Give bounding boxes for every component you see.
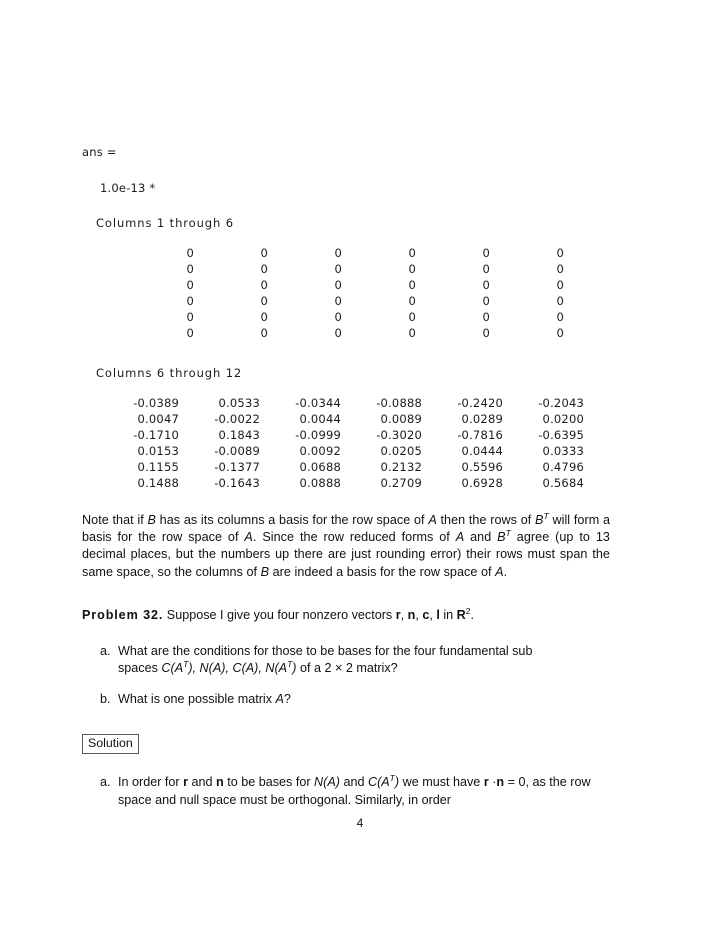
note-seg-2: has as its columns a basis for the row space of <box>155 513 429 527</box>
note-var-b-2: B <box>535 513 544 527</box>
sol-seg-4: and <box>339 775 368 790</box>
solution-badge: Solution <box>82 734 139 754</box>
matrix-cell: 0 <box>482 246 490 260</box>
matrix-cell: -0.0389 <box>133 396 179 410</box>
matrix-cell: 0 <box>408 326 416 340</box>
problem-comma-2: , <box>415 607 423 622</box>
sol-seg-7: = 0, as the row space and null space must be orthogonal. Similarly, in order <box>118 775 591 807</box>
spacer <box>82 754 610 774</box>
matrix-cell: 0 <box>260 262 268 276</box>
ans-label: ans = <box>82 145 117 159</box>
list-item <box>82 643 610 678</box>
matrix-cell: 0 <box>334 262 342 276</box>
problem-text-a: Suppose I give you four nonzero vectors <box>163 607 396 622</box>
problem-comma-3: , <box>429 607 437 622</box>
space-c-a: C <box>232 661 242 676</box>
matrix-cell: 0.2132 <box>380 460 422 474</box>
field-r-symbol: R <box>456 607 466 622</box>
matrix-cell: 0.6928 <box>461 476 503 490</box>
matrix-cell: 0 <box>556 246 564 260</box>
space-n-a: N <box>199 661 209 676</box>
space-c-end: ) <box>394 775 400 790</box>
sol-seg-3: to be bases for <box>223 775 315 790</box>
spacer <box>82 491 610 512</box>
matrix-cell: -0.2043 <box>538 396 584 410</box>
note-paragraph <box>82 512 610 581</box>
matrix-cell: 0 <box>186 278 194 292</box>
matrix-cell: 0 <box>260 278 268 292</box>
vector-c: c <box>422 607 430 622</box>
matrix-cell: -0.0089 <box>214 444 260 458</box>
note-seg-3: then the rows of <box>436 513 536 527</box>
table-row <box>120 261 564 277</box>
matrix-cell: 0 <box>334 326 342 340</box>
spacer <box>82 624 610 643</box>
sol-seg-6: · <box>488 775 497 790</box>
list-item-marker: b. <box>100 691 111 706</box>
matrix-cell: 0 <box>408 278 416 292</box>
matrix-cell: -0.3020 <box>376 428 422 442</box>
matrix-cell: 0 <box>260 246 268 260</box>
matrix-cell: 0.0888 <box>299 476 341 490</box>
matrix-cell: 0.0688 <box>299 460 341 474</box>
superscript-t-2: T <box>287 659 293 670</box>
note-seg-6: and <box>464 530 498 545</box>
vector-n: n <box>407 607 416 622</box>
spacer <box>82 708 610 734</box>
matrix-cell: 0 <box>260 326 268 340</box>
vector-r: r <box>183 775 189 790</box>
matrix-cell: 0.0044 <box>299 412 341 426</box>
note-var-a-2: A <box>244 530 253 545</box>
space-c-row-arg: (A <box>170 661 184 676</box>
matrix-cell: 0.1488 <box>137 476 179 490</box>
vector-r: r <box>395 607 401 622</box>
item-b-postfix: ? <box>283 691 291 706</box>
matrix-cell: 0.2709 <box>380 476 422 490</box>
superscript-t: T <box>389 773 395 784</box>
line2-prefix: spaces <box>118 661 162 676</box>
note-var-b-4: B <box>260 564 270 579</box>
sol-seg-5: we must have <box>399 775 484 790</box>
matrix-cell: 0.5684 <box>542 476 584 490</box>
space-n-at-end: ) <box>292 661 300 676</box>
space-n-arg: (A) <box>323 775 340 790</box>
table-row <box>98 475 584 491</box>
table-row <box>98 395 584 411</box>
matrix-cell: 0 <box>556 294 564 308</box>
matrix-cell: 0.1155 <box>137 460 179 474</box>
note-seg-9: . <box>503 564 508 579</box>
note-seg-5: . Since the row reduced forms of <box>252 530 456 545</box>
matrix-cell: 0.0533 <box>218 396 260 410</box>
columns-header-second: Columns 6 through 12 <box>96 366 243 380</box>
table-row <box>120 293 564 309</box>
matrix-cell: 0.4796 <box>542 460 584 474</box>
matrix-cell: 0.0200 <box>542 412 584 426</box>
matrix-cell: 0.0289 <box>461 412 503 426</box>
matrix-cell: 0.1843 <box>218 428 260 442</box>
space-n-symbol: N <box>314 775 324 790</box>
matrix-cell: 0 <box>482 326 490 340</box>
vector-l: l <box>436 607 440 622</box>
table-row <box>98 443 584 459</box>
note-superscript-t-1: T <box>543 510 549 521</box>
matrix-cell: 0 <box>482 294 490 308</box>
matrix-cell: 0 <box>334 246 342 260</box>
list-item-marker: a. <box>100 644 111 659</box>
spacer <box>82 581 610 607</box>
numeric-matrix-table <box>98 395 584 491</box>
list-item-line-1 <box>118 691 610 708</box>
item-b-prefix: What is one possible matrix <box>118 691 276 706</box>
matrix-cell: 0 <box>556 326 564 340</box>
table-row <box>120 325 564 341</box>
note-var-a-4: A <box>495 564 504 579</box>
note-text <box>82 512 610 581</box>
matrix-cell: 0 <box>334 294 342 308</box>
list-item-marker: a. <box>100 775 111 790</box>
sol-seg-2: and <box>188 775 217 790</box>
matrix-cell: 0.0047 <box>137 412 179 426</box>
matrix-cell: 0 <box>482 310 490 324</box>
matrix-cell: 0 <box>408 310 416 324</box>
matrix-cell: 0.0092 <box>299 444 341 458</box>
matrix-cell: 0 <box>334 310 342 324</box>
matrix-cell: 0 <box>186 246 194 260</box>
problem-comma-1: , <box>400 607 408 622</box>
matrix-cell: 0 <box>260 294 268 308</box>
table-row <box>120 277 564 293</box>
line2-postfix: of a 2 × 2 matrix? <box>300 661 398 676</box>
vector-n-2: n <box>496 775 505 790</box>
matrix-cell: -0.1643 <box>214 476 260 490</box>
matrix-cell: 0.5596 <box>461 460 503 474</box>
problem-label: Problem 32. <box>82 607 164 622</box>
matrix-cell: -0.6395 <box>538 428 584 442</box>
list-item-line-2 <box>118 660 610 677</box>
matrix-cell: 0 <box>556 262 564 276</box>
space-c-row-end: ), <box>188 661 200 676</box>
zeros-matrix-body <box>120 245 564 341</box>
superscript-t: T <box>183 659 189 670</box>
matrix-cell: 0 <box>334 278 342 292</box>
matrix-cell: 0 <box>186 262 194 276</box>
problem-text-b: in <box>439 607 457 622</box>
vector-r-2: r <box>483 775 489 790</box>
matrix-cell: 0.0444 <box>461 444 503 458</box>
note-var-b-3: B <box>497 530 506 545</box>
matrix-cell: 0 <box>482 278 490 292</box>
solution-label-container <box>82 734 610 754</box>
scale-factor-label: 1.0e-13 * <box>100 181 156 195</box>
note-seg-7: agree (up to 13 decimal places, but the numbers up there are just rounding error) their rows must span the same space, so the columns of <box>82 530 610 579</box>
list-item <box>82 691 610 708</box>
note-seg-4: will form a basis for the row space of <box>82 513 610 545</box>
matrix-cell: 0 <box>408 246 416 260</box>
space-n-at-arg: (A <box>274 661 288 676</box>
matrix-cell: -0.7816 <box>457 428 503 442</box>
page-content <box>82 144 610 809</box>
matrix-cell: 0.0333 <box>542 444 584 458</box>
matrix-cell: -0.0022 <box>214 412 260 426</box>
space-c-symbol: C <box>367 775 378 790</box>
page-number: 4 <box>356 816 364 830</box>
matrix-cell: 0 <box>556 310 564 324</box>
list-item-line-1: What are the conditions for those to be bases for the four fundamental sub <box>118 644 533 659</box>
matrix-cell: 0 <box>408 262 416 276</box>
matrix-cell: 0 <box>482 262 490 276</box>
solution-item-text <box>118 774 610 809</box>
note-var-a-3: A <box>455 530 465 545</box>
space-c-a-arg: (A), <box>241 661 266 676</box>
table-row <box>98 427 584 443</box>
space-c-row: C <box>161 661 171 676</box>
note-var-a-1: A <box>428 513 437 527</box>
matrix-cell: 0 <box>186 310 194 324</box>
spacer <box>82 341 610 365</box>
matrix-cell: 0 <box>186 326 194 340</box>
matrix-cell: 0 <box>408 294 416 308</box>
note-var-b-1: B <box>147 513 156 527</box>
space-c-arg: (A <box>377 775 390 790</box>
matrix-cell: -0.1377 <box>214 460 260 474</box>
matrix-cell: 0.0153 <box>137 444 179 458</box>
sol-seg-1: In order for <box>118 775 184 790</box>
problem-heading <box>82 607 610 624</box>
matrix-cell: -0.0344 <box>295 396 341 410</box>
table-row <box>98 459 584 475</box>
matrix-cell: -0.0999 <box>295 428 341 442</box>
matrix-cell: 0 <box>260 310 268 324</box>
matrix-cell: 0.0205 <box>380 444 422 458</box>
problem-item-list <box>82 643 610 708</box>
note-seg-1: Note that if <box>82 513 148 527</box>
matrix-cell: 0 <box>556 278 564 292</box>
matlab-output-block <box>82 144 610 491</box>
field-r-exponent: 2 <box>465 605 471 616</box>
table-row <box>120 245 564 261</box>
zeros-matrix-table <box>120 245 564 341</box>
vector-n: n <box>216 775 224 790</box>
matrix-cell: 0.0089 <box>380 412 422 426</box>
matrix-cell: -0.0888 <box>376 396 422 410</box>
numeric-matrix-body <box>98 395 584 491</box>
space-n-a-arg: (A), <box>208 661 233 676</box>
note-seg-8: are indeed a basis for the row space of <box>269 564 496 579</box>
table-row <box>120 309 564 325</box>
matrix-cell: -0.1710 <box>133 428 179 442</box>
note-superscript-t-2: T <box>505 528 511 539</box>
solution-item-list <box>82 774 610 809</box>
matrix-a-symbol: A <box>275 691 284 706</box>
list-item <box>82 774 610 809</box>
table-row <box>98 411 584 427</box>
matrix-cell: -0.2420 <box>457 396 503 410</box>
space-n-at: N <box>265 661 275 676</box>
columns-header-first: Columns 1 through 6 <box>96 216 234 230</box>
matrix-cell: 0 <box>186 294 194 308</box>
problem-text-c: . <box>470 607 475 622</box>
